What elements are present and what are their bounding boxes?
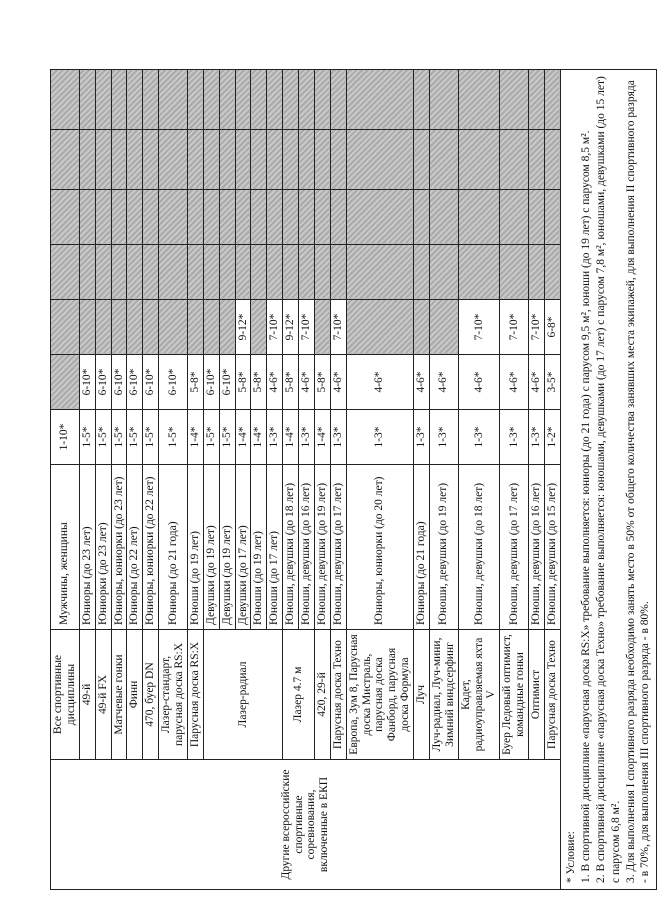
place-cell-b: 5-8* <box>251 355 267 410</box>
shaded-cell <box>143 130 159 190</box>
shaded-cell <box>51 190 80 245</box>
place-cell-b: 6-10* <box>127 355 143 410</box>
shaded-cell <box>414 190 430 245</box>
shaded-cell <box>299 130 315 190</box>
group-cell: Юноши (до 19 лет) <box>251 465 267 630</box>
shaded-cell <box>95 130 111 190</box>
header-places: 1-10* <box>51 410 80 465</box>
group-cell: Юниоры (до 21 года) <box>414 465 430 630</box>
shaded-cell <box>159 300 188 355</box>
shaded-cell <box>51 70 80 130</box>
shaded-cell <box>203 300 219 355</box>
shaded-cell <box>500 190 529 245</box>
shaded-cell <box>127 245 143 300</box>
shaded-cell <box>251 130 267 190</box>
note-condition: * Условие: <box>564 831 577 883</box>
place-cell-a: 1-5* <box>159 410 188 465</box>
place-cell-b: 5-8* <box>314 355 330 410</box>
place-cell-a: 1-4* <box>187 410 203 465</box>
discipline-cell: Парусная доска Техно <box>330 630 346 760</box>
shaded-cell <box>203 70 219 130</box>
shaded-cell <box>346 190 413 245</box>
discipline-cell: 470, буер DN <box>143 630 159 760</box>
place-cell-c: 7-10* <box>299 300 315 355</box>
place-cell-a: 1-4* <box>283 410 299 465</box>
group-cell: Девушки (до 19 лет) <box>219 465 235 630</box>
shaded-cell <box>187 70 203 130</box>
shaded-cell <box>95 300 111 355</box>
shaded-cell <box>458 190 500 245</box>
shaded-cell <box>414 300 430 355</box>
place-cell-a: 1-3* <box>429 410 458 465</box>
place-cell-a: 1-4* <box>314 410 330 465</box>
place-cell-b: 6-10* <box>79 355 95 410</box>
shaded-cell <box>544 70 560 130</box>
place-cell-c: 7-10* <box>458 300 500 355</box>
shaded-cell <box>314 300 330 355</box>
place-cell-b: 6-10* <box>159 355 188 410</box>
place-cell-b: 6-10* <box>219 355 235 410</box>
group-cell: Юниоры (до 23 лет) <box>79 465 95 630</box>
shaded-cell <box>314 190 330 245</box>
group-cell: Юноши, девушки (до 18 лет) <box>458 465 500 630</box>
shaded-cell <box>346 70 413 130</box>
shaded-cell <box>251 245 267 300</box>
discipline-cell: Парусная доска Техно <box>544 630 560 760</box>
rank-requirements-table <box>50 69 657 890</box>
discipline-cell: Лазер 4.7 м <box>283 630 315 760</box>
group-cell: Юниоры, юниорки (до 23 лет) <box>111 465 127 630</box>
shaded-cell <box>299 70 315 130</box>
shaded-cell <box>51 130 80 190</box>
place-cell-c: 7-10* <box>500 300 529 355</box>
place-cell-a: 1-5* <box>203 410 219 465</box>
shaded-cell <box>544 190 560 245</box>
discipline-cell: Оптимист <box>529 630 545 760</box>
shaded-cell <box>235 70 251 130</box>
header-group: Мужчины, женщины <box>51 465 80 630</box>
group-cell: Юниорки (до 23 лет) <box>95 465 111 630</box>
shaded-cell <box>79 300 95 355</box>
place-cell-b: 3-5* <box>544 355 560 410</box>
shaded-cell <box>414 245 430 300</box>
place-cell-c: 9-12* <box>235 300 251 355</box>
place-cell-b: 6-10* <box>95 355 111 410</box>
place-cell-c: 7-10* <box>529 300 545 355</box>
note-3: 3. Для выполнения I спортивного разряда необходимо занять место в 50% от общего количества занявших места экипажей, для выполнения II спортивного разряда - в 70%, для выполнения III спортивного разряда - в 80%. <box>624 80 652 883</box>
place-cell-a: 1-5* <box>79 410 95 465</box>
shaded-cell <box>143 300 159 355</box>
shaded-cell <box>187 190 203 245</box>
place-cell-a: 1-3* <box>458 410 500 465</box>
place-cell-b: 4-6* <box>414 355 430 410</box>
place-cell-b: 5-8* <box>283 355 299 410</box>
shaded-cell <box>219 245 235 300</box>
place-cell-a: 1-2* <box>544 410 560 465</box>
place-cell-b: 4-6* <box>529 355 545 410</box>
shaded-cell <box>414 70 430 130</box>
shaded-cell <box>219 190 235 245</box>
place-cell-a: 1-5* <box>143 410 159 465</box>
group-cell: Юноши, девушки (до 18 лет) <box>283 465 299 630</box>
place-cell-b: 4-6* <box>346 355 413 410</box>
shaded-cell <box>127 70 143 130</box>
shaded-cell <box>346 130 413 190</box>
shaded-cell <box>314 130 330 190</box>
shaded-cell <box>79 130 95 190</box>
shaded-cell <box>330 130 346 190</box>
group-cell: Юноши, девушки (до 19 лет) <box>429 465 458 630</box>
shaded-cell <box>314 70 330 130</box>
shaded-cell <box>544 245 560 300</box>
place-cell-a: 1-4* <box>251 410 267 465</box>
discipline-cell: Финн <box>127 630 143 760</box>
notes-row <box>560 70 657 890</box>
shaded-cell <box>95 190 111 245</box>
discipline-cell: Парусная доска RS:X <box>187 630 203 760</box>
place-cell-a: 1-5* <box>95 410 111 465</box>
shaded-cell <box>143 70 159 130</box>
shaded-cell <box>267 245 283 300</box>
shaded-cell <box>159 70 188 130</box>
shaded-cell <box>219 70 235 130</box>
place-cell-c: 9-12* <box>283 300 299 355</box>
place-cell-a: 1-5* <box>111 410 127 465</box>
shaded-cell <box>429 190 458 245</box>
group-cell: Юноши, девушки (до 17 лет) <box>500 465 529 630</box>
discipline-cell: Кадет, радиоуправляемая яхта V <box>458 630 500 760</box>
shaded-cell <box>429 245 458 300</box>
shaded-cell <box>429 130 458 190</box>
note-1: 1. В спортивной дисциплине «парусная доска RS:X» требование выполняется: юниоры (до 21 года) с парусом 9,5 м², юноши (до 19 лет) с парусом 8,5 м². <box>579 130 592 883</box>
place-cell-c: 7-10* <box>267 300 283 355</box>
header-row <box>51 70 80 890</box>
header-disciplines: Все спортивные дисциплины <box>51 630 80 760</box>
group-cell: Девушки (до 17 лет) <box>235 465 251 630</box>
shaded-cell <box>529 130 545 190</box>
shaded-cell <box>187 130 203 190</box>
place-cell-b: 4-6* <box>299 355 315 410</box>
shaded-cell <box>458 245 500 300</box>
shaded-cell <box>111 70 127 130</box>
place-cell-b: 4-6* <box>267 355 283 410</box>
group-cell: Юноши, девушки (до 16 лет) <box>529 465 545 630</box>
discipline-cell: Лазер-радиал <box>203 630 282 760</box>
group-cell: Юноши, девушки (до 16 лет) <box>299 465 315 630</box>
shaded-cell <box>51 300 80 355</box>
shaded-cell <box>111 190 127 245</box>
discipline-cell: Луч <box>414 630 430 760</box>
discipline-cell: 49-й <box>79 630 95 760</box>
shaded-cell <box>203 190 219 245</box>
shaded-cell <box>500 245 529 300</box>
shaded-cell <box>187 300 203 355</box>
shaded-cell <box>267 70 283 130</box>
group-cell: Юниоры (до 22 лет) <box>127 465 143 630</box>
place-cell-b: 6-10* <box>203 355 219 410</box>
group-cell: Юноши (до 19 лет) <box>187 465 203 630</box>
shaded-cell <box>127 300 143 355</box>
shaded-cell <box>51 355 80 410</box>
shaded-cell <box>187 245 203 300</box>
shaded-cell <box>159 190 188 245</box>
shaded-cell <box>267 130 283 190</box>
shaded-cell <box>529 70 545 130</box>
group-cell: Юниоры, юниорки (до 20 лет) <box>346 465 413 630</box>
group-cell: Юноши (до 17 лет) <box>267 465 283 630</box>
shaded-cell <box>346 300 413 355</box>
shaded-cell <box>111 300 127 355</box>
shaded-cell <box>51 245 80 300</box>
place-cell-b: 5-8* <box>187 355 203 410</box>
place-cell-a: 1-5* <box>127 410 143 465</box>
group-cell: Юноши, девушки (до 19 лет) <box>314 465 330 630</box>
rotated-table-container <box>50 70 652 890</box>
discipline-cell: 49-й FX <box>95 630 111 760</box>
discipline-cell: Буер Ледовый оптимист, командные гонки <box>500 630 529 760</box>
shaded-cell <box>219 130 235 190</box>
discipline-cell: 420, 29-й <box>314 630 330 760</box>
shaded-cell <box>458 70 500 130</box>
shaded-cell <box>529 190 545 245</box>
shaded-cell <box>346 245 413 300</box>
group-cell: Юниоры, юниорки (до 22 лет) <box>143 465 159 630</box>
shaded-cell <box>143 190 159 245</box>
shaded-cell <box>159 130 188 190</box>
place-cell-b: 6-10* <box>111 355 127 410</box>
shaded-cell <box>330 190 346 245</box>
place-cell-a: 1-3* <box>299 410 315 465</box>
shaded-cell <box>314 245 330 300</box>
place-cell-a: 1-3* <box>330 410 346 465</box>
shaded-cell <box>111 245 127 300</box>
shaded-cell <box>251 70 267 130</box>
place-cell-a: 1-4* <box>235 410 251 465</box>
shaded-cell <box>330 245 346 300</box>
shaded-cell <box>235 190 251 245</box>
shaded-cell <box>544 130 560 190</box>
discipline-cell: Луч-радиал, Луч-мини, Зимний виндсерфинг <box>429 630 458 760</box>
shaded-cell <box>203 130 219 190</box>
shaded-cell <box>79 245 95 300</box>
place-cell-b: 5-8* <box>235 355 251 410</box>
discipline-cell: Европа, Зум 8, Парусная доска Мистраль, парусная доска Фанборд, парусная доска Формула <box>346 630 413 760</box>
place-cell-b: 6-10* <box>143 355 159 410</box>
shaded-cell <box>111 130 127 190</box>
place-cell-a: 1-3* <box>414 410 430 465</box>
group-cell: Юноши, девушки (до 17 лет) <box>330 465 346 630</box>
shaded-cell <box>299 190 315 245</box>
shaded-cell <box>235 130 251 190</box>
shaded-cell <box>203 245 219 300</box>
place-cell-a: 1-3* <box>500 410 529 465</box>
note-2: 2. В спортивной дисциплине «парусная доска Техно» требование выполняется: юношами, девушками (до 17 лет) с парусом 7,8 м², юношами, девушками (до 15 лет) с парусом 6,8 м². <box>594 76 622 883</box>
shaded-cell <box>219 300 235 355</box>
shaded-cell <box>127 190 143 245</box>
shaded-cell <box>95 70 111 130</box>
place-cell-c: 7-10* <box>330 300 346 355</box>
group-cell: Юноши, девушки (до 15 лет) <box>544 465 560 630</box>
shaded-cell <box>529 245 545 300</box>
shaded-cell <box>429 300 458 355</box>
shaded-cell <box>251 300 267 355</box>
shaded-cell <box>458 130 500 190</box>
shaded-cell <box>127 130 143 190</box>
shaded-cell <box>79 190 95 245</box>
place-cell-a: 1-3* <box>346 410 413 465</box>
notes-cell <box>560 70 657 890</box>
discipline-cell: Лазер-стандарт, парусная доска RS:X <box>159 630 188 760</box>
shaded-cell <box>330 70 346 130</box>
shaded-cell <box>283 130 299 190</box>
shaded-cell <box>414 130 430 190</box>
shaded-cell <box>299 245 315 300</box>
place-cell-a: 1-3* <box>267 410 283 465</box>
shaded-cell <box>500 70 529 130</box>
shaded-cell <box>235 245 251 300</box>
shaded-cell <box>283 70 299 130</box>
place-cell-b: 4-6* <box>330 355 346 410</box>
shaded-cell <box>251 190 267 245</box>
shaded-cell <box>143 245 159 300</box>
shaded-cell <box>159 245 188 300</box>
place-cell-b: 4-6* <box>458 355 500 410</box>
place-cell-a: 1-5* <box>219 410 235 465</box>
shaded-cell <box>429 70 458 130</box>
shaded-cell <box>500 130 529 190</box>
place-cell-a: 1-3* <box>529 410 545 465</box>
place-cell-b: 4-6* <box>429 355 458 410</box>
discipline-cell: Матчевые гонки <box>111 630 127 760</box>
category-cell: Другие всероссийские спортивные соревнования, включенные в ЕКП <box>51 760 561 890</box>
place-cell-b: 4-6* <box>500 355 529 410</box>
group-cell: Девушки (до 19 лет) <box>203 465 219 630</box>
shaded-cell <box>283 190 299 245</box>
shaded-cell <box>283 245 299 300</box>
group-cell: Юниоры (до 21 года) <box>159 465 188 630</box>
shaded-cell <box>79 70 95 130</box>
shaded-cell <box>95 245 111 300</box>
place-cell-c: 6-8* <box>544 300 560 355</box>
shaded-cell <box>267 190 283 245</box>
